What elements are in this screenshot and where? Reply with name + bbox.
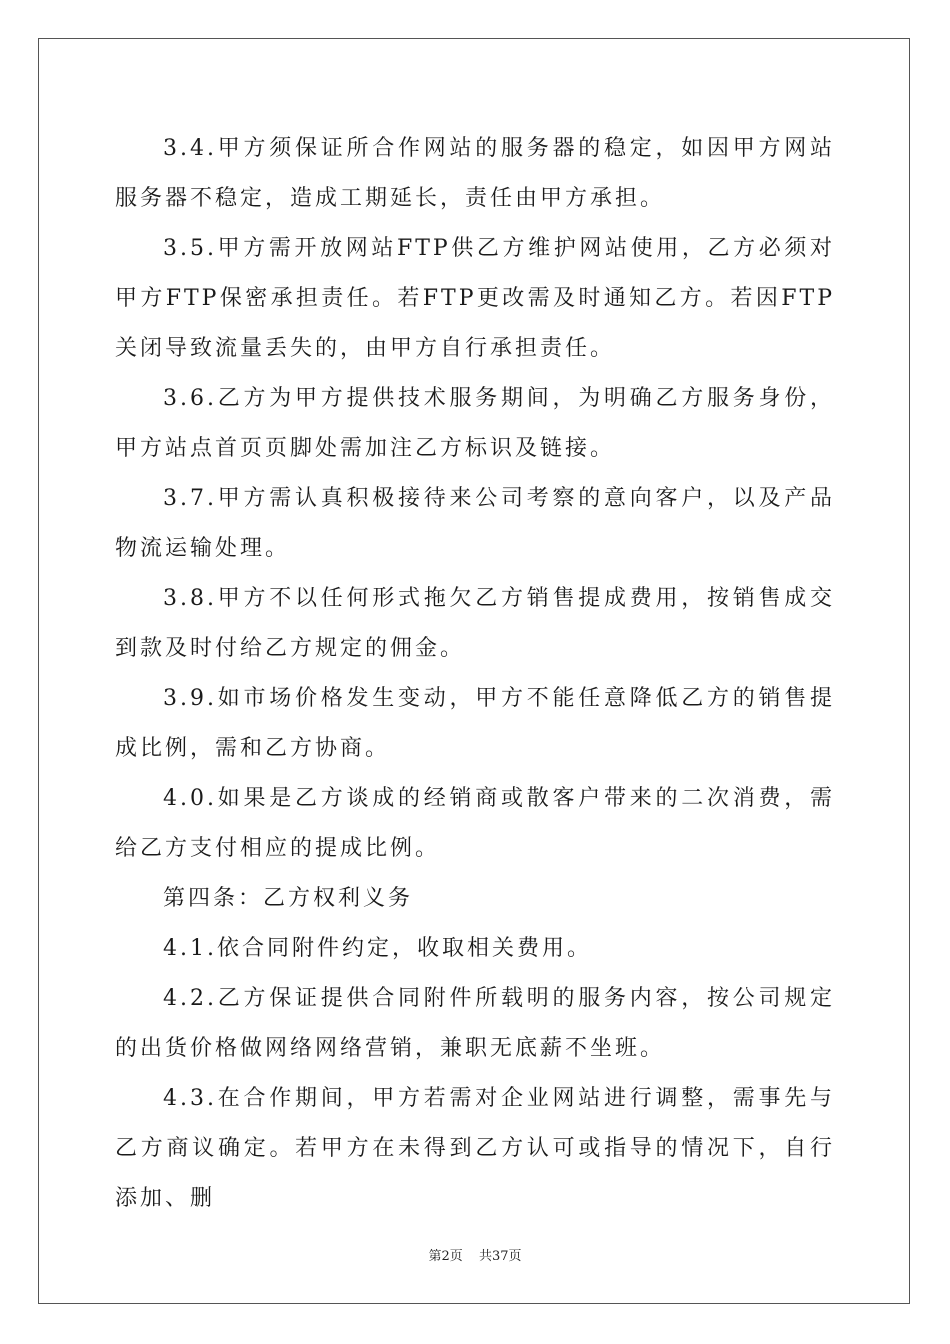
paragraph-4-2: 4.2.乙方保证提供合同附件所载明的服务内容，按公司规定的出货价格做网络网络营销，兼职无底薪不坐班。	[115, 986, 835, 1061]
page-number: 第2页	[428, 1249, 463, 1264]
paragraph-3-9: 3.9.如市场价格发生变动，甲方不能任意降低乙方的销售提成比例，需和乙方协商。	[115, 686, 835, 761]
paragraph-4-0: 4.0.如果是乙方谈成的经销商或散客户带来的二次消费，需给乙方支付相应的提成比例。	[115, 786, 835, 861]
paragraph-3-8: 3.8.甲方不以任何形式拖欠乙方销售提成费用，按销售成交到款及时付给乙方规定的佣金。	[115, 586, 835, 661]
paragraph-3-6: 3.6.乙方为甲方提供技术服务期间，为明确乙方服务身份，甲方站点首页页脚处需加注乙方标识及链接。	[115, 386, 835, 461]
paragraph-3-7: 3.7.甲方需认真积极接待来公司考察的意向客户，以及产品物流运输处理。	[115, 486, 835, 561]
paragraph-4-3: 4.3.在合作期间，甲方若需对企业网站进行调整，需事先与乙方商议确定。若甲方在未得到乙方认可或指导的情况下，自行添加、删	[115, 1086, 835, 1211]
page-footer	[0, 1245, 950, 1264]
section-heading-article-4: 第四条：乙方权利义务	[163, 886, 414, 911]
page-total: 共37页	[478, 1249, 522, 1264]
document-body	[115, 124, 835, 1224]
paragraph-4-1: 4.1.依合同附件约定，收取相关费用。	[163, 936, 592, 961]
paragraph-3-4: 3.4.甲方须保证所合作网站的服务器的稳定，如因甲方网站服务器不稳定，造成工期延长，责任由甲方承担。	[115, 136, 835, 211]
paragraph-3-5: 3.5.甲方需开放网站FTP供乙方维护网站使用，乙方必须对甲方FTP保密承担责任。若FTP更改需及时通知乙方。若因FTP关闭导致流量丢失的，由甲方自行承担责任。	[115, 236, 835, 361]
